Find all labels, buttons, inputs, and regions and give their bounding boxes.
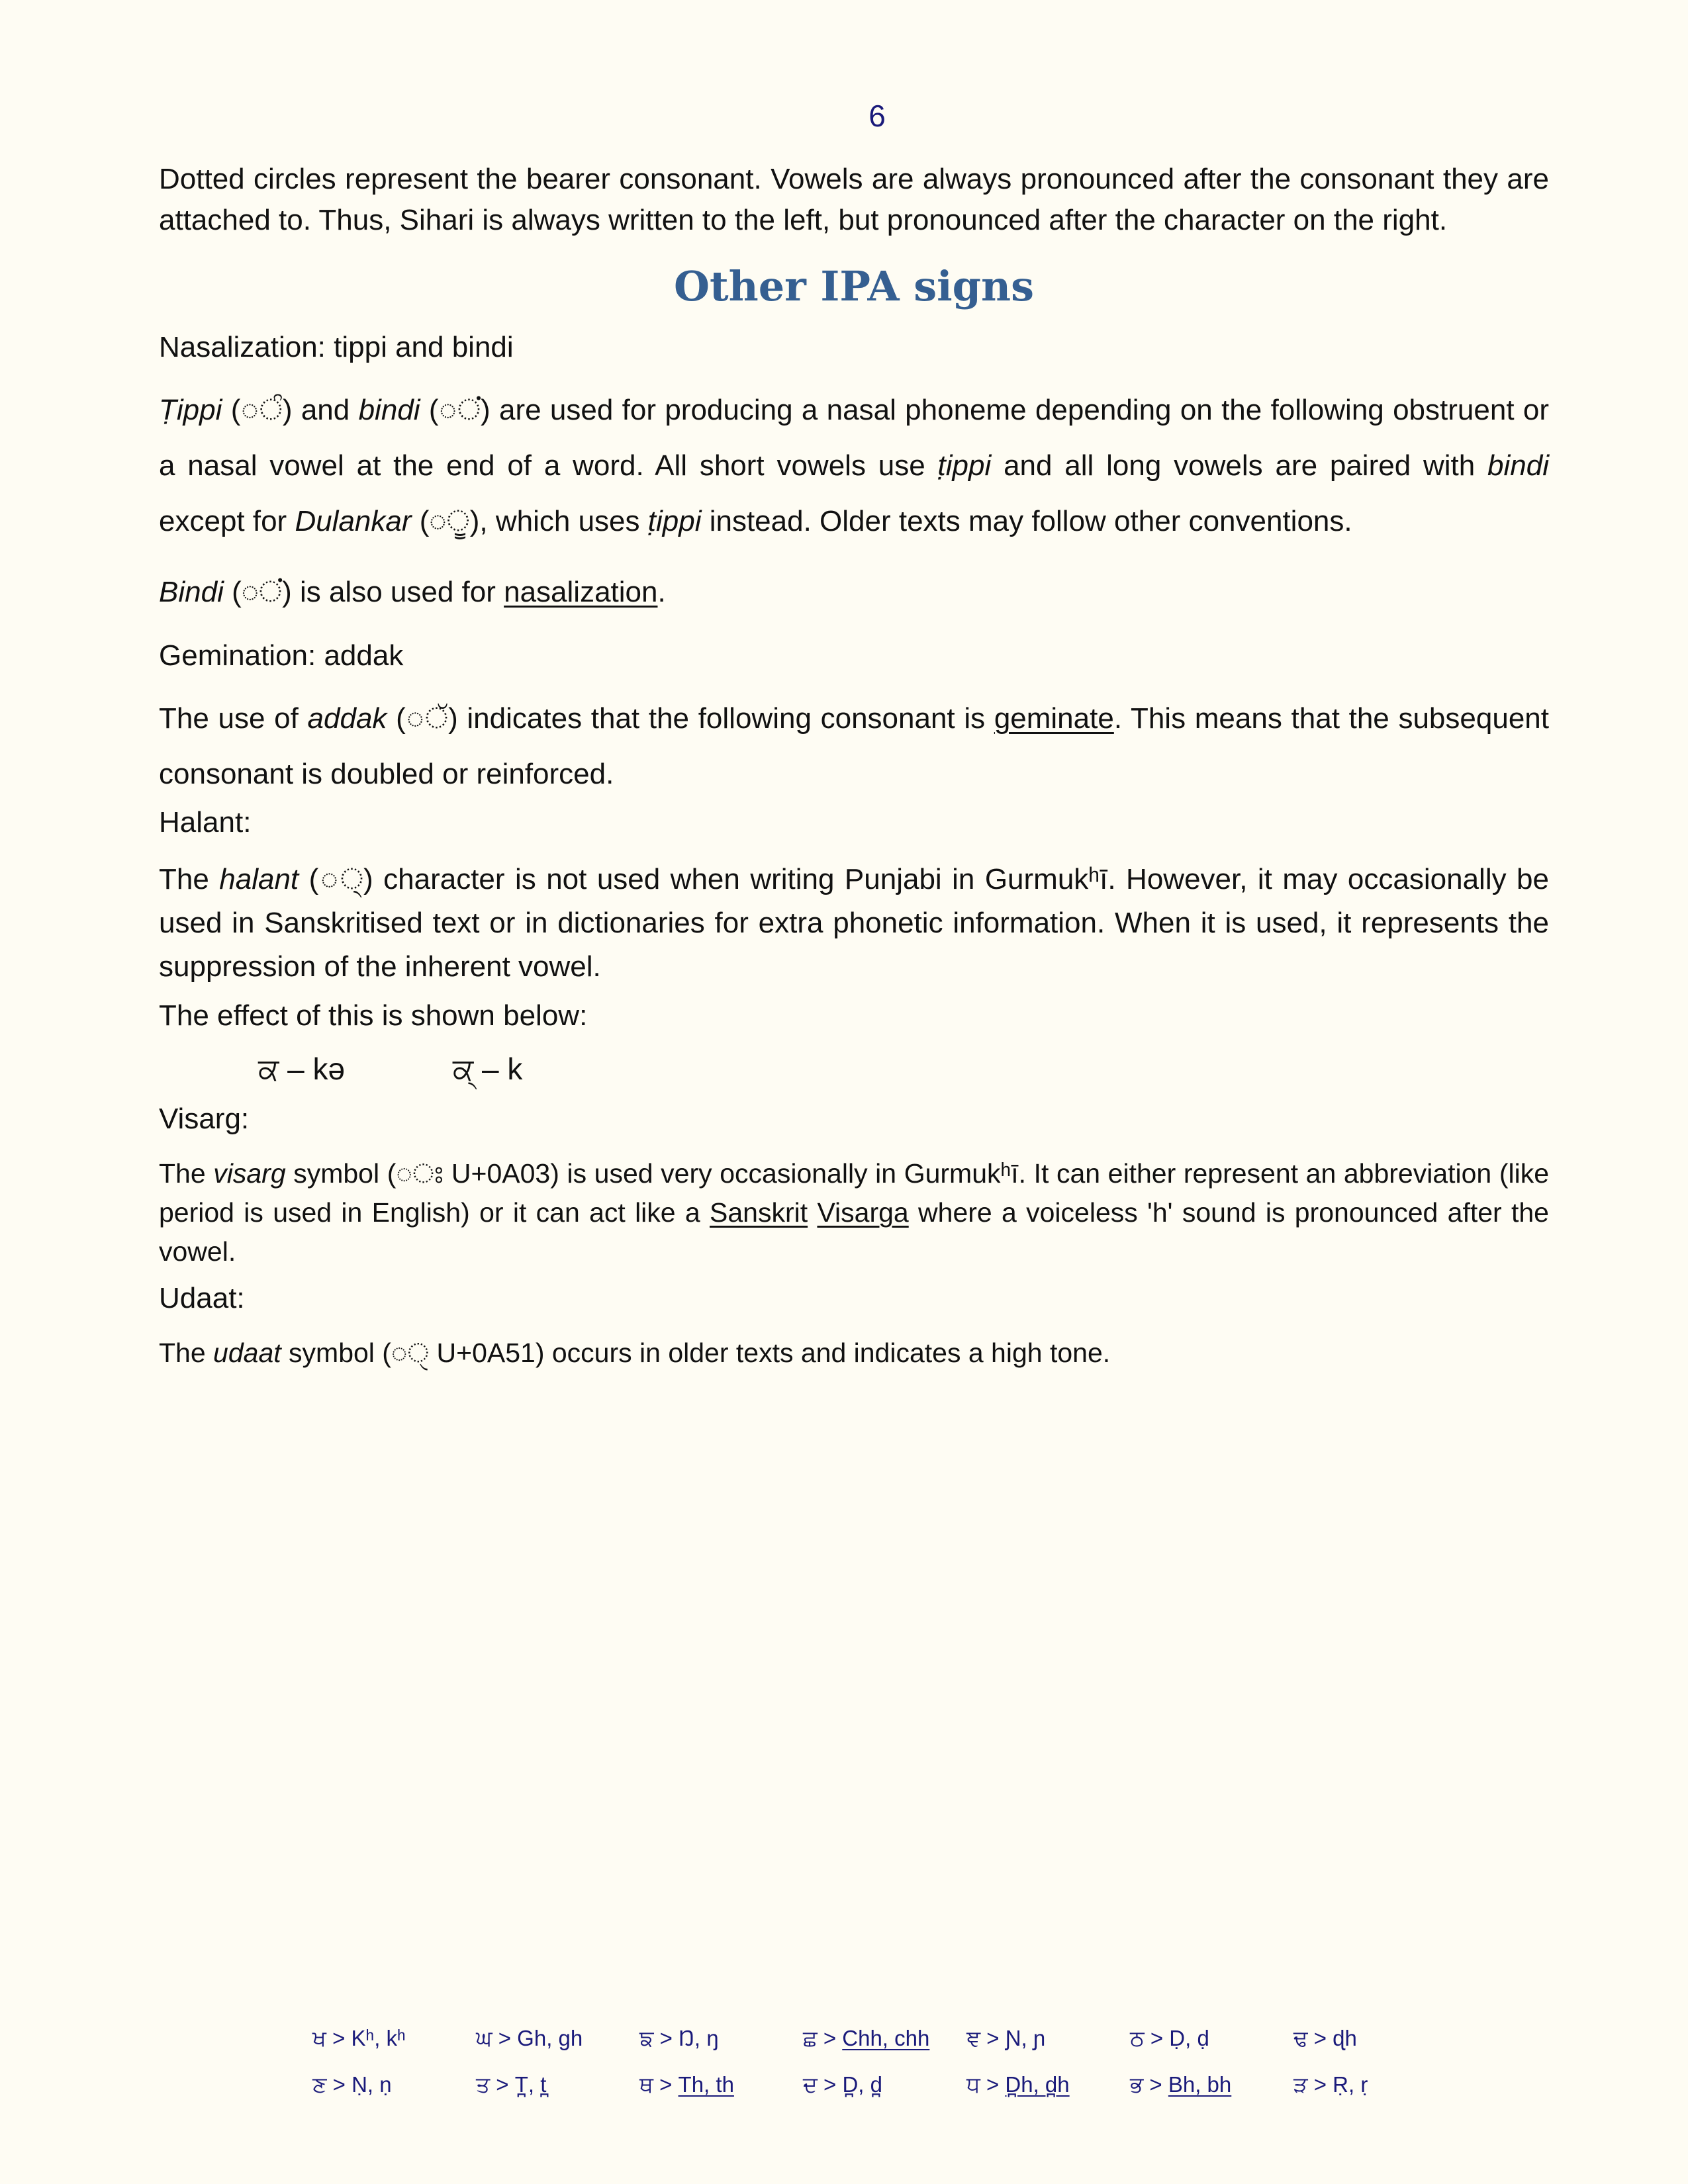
term-addak: addak — [307, 702, 387, 735]
term-visarg: visarg — [213, 1158, 286, 1189]
geminate-link[interactable]: geminate — [994, 702, 1114, 735]
term-tippi: ṭippi — [937, 449, 992, 482]
gurmukhi-letter: ਞ — [966, 2025, 981, 2050]
term-tippi: Ṭippi — [159, 394, 222, 426]
gurmukhi-letter: ਭ — [1130, 2071, 1144, 2097]
transliteration: Ɲ, ɲ — [1005, 2025, 1046, 2050]
text: symbol (◌ੑ U+0A51) occurs in older texts and indicates a high tone. — [281, 1338, 1111, 1368]
transliteration: Ṛ, ṛ — [1333, 2071, 1368, 2097]
text — [808, 1197, 817, 1228]
gemination-title: Gemination: addak — [159, 639, 404, 672]
gurmukhi-letter: ਧ — [966, 2071, 980, 2097]
transliteration-table — [312, 2015, 1457, 2108]
gurmukhi-letter: ਤ — [476, 2071, 491, 2097]
table-cell: ਠ > Ḍ, ḍ — [1130, 2025, 1209, 2050]
table-cell: ਘ > Gh, gh — [476, 2025, 583, 2050]
table-cell: ਤ > T̪, t̪ — [476, 2071, 547, 2097]
text: . — [657, 576, 666, 608]
term-bindi: bindi — [1487, 449, 1550, 482]
nasalization-title: Nasalization: tippi and bindi — [159, 331, 514, 363]
halant-effect-text: The effect of this is shown below: — [159, 999, 588, 1032]
term-tippi: ṭippi — [647, 505, 702, 537]
gurmukhi-letter: ਘ — [476, 2025, 492, 2050]
nasalization-link[interactable]: nasalization — [504, 576, 658, 608]
gurmukhi-letter: ਥ — [639, 2071, 653, 2097]
table-cell: ਞ > Ɲ, ɲ — [966, 2025, 1046, 2050]
table-cell: ੜ > Ṛ, ṛ — [1293, 2071, 1368, 2097]
text: instead. Older texts may follow other conventions. — [701, 505, 1352, 537]
table-cell: ਛ > Chh, chh — [803, 2025, 930, 2050]
term-bindi: Bindi — [159, 576, 224, 608]
sanskrit-link[interactable]: Sanskrit — [710, 1197, 808, 1228]
transliteration: Gh, gh — [517, 2025, 583, 2050]
example-with-halant: ਕ੍ – k — [452, 1052, 523, 1086]
table-cell: ਥ > Th, th — [639, 2071, 734, 2097]
udaat-paragraph — [159, 1334, 1549, 1373]
transliteration: Chh, chh — [842, 2025, 930, 2050]
gurmukhi-letter: ਦ — [803, 2071, 818, 2097]
table-cell: ਧ > D̪h, d̪h — [966, 2071, 1070, 2097]
text: (◌ੱ) indicates that the following consonant is — [387, 702, 994, 735]
gurmukhi-letter: ੜ — [1293, 2071, 1308, 2097]
example-with-vowel: ਕ – kə — [258, 1052, 346, 1086]
transliteration: Bh, bh — [1168, 2071, 1232, 2097]
transliteration: ɖh — [1333, 2025, 1357, 2050]
term-udaat: udaat — [213, 1338, 281, 1368]
halant-examples — [159, 1048, 1549, 1089]
transliteration: D̪, d̪ — [842, 2071, 882, 2097]
text: The — [159, 1158, 214, 1189]
text: where a voiceless 'h' sound is pronounced after the vowel. — [159, 1197, 1549, 1267]
transliteration: D̪h, d̪h — [1005, 2071, 1070, 2097]
table-cell: ਙ > Ŋ, ŋ — [639, 2025, 719, 2050]
text: (◌ਂ) is also used for — [223, 576, 504, 608]
visarg-title: Visarg: — [159, 1103, 250, 1135]
intro-paragraph: Dotted circles represent the bearer consonant. Vowels are always pronounced after the consonant they are attached to. Thus, Sihari is always written to the left, but pronounced after the character on the right. — [159, 163, 1549, 236]
text: and all long vowels are paired with — [991, 449, 1488, 482]
text: The — [159, 1338, 214, 1368]
table-cell: ਣ > Ṇ, ṇ — [312, 2071, 392, 2097]
visarga-link[interactable]: Visarga — [817, 1197, 909, 1228]
text: The — [159, 863, 220, 895]
gurmukhi-letter: ਣ — [312, 2071, 327, 2097]
text: except for — [159, 505, 295, 537]
transliteration: Th, th — [678, 2071, 734, 2097]
table-row — [312, 2062, 1457, 2108]
transliteration: Kʰ, kʰ — [351, 2025, 406, 2050]
term-dulankar: Dulankar — [295, 505, 412, 537]
table-row — [312, 2015, 1457, 2062]
halant-title: Halant: — [159, 806, 252, 839]
table-cell: ਦ > D̪, d̪ — [803, 2071, 882, 2097]
gurmukhi-letter: ਢ — [1293, 2025, 1308, 2050]
section-heading: Other IPA signs — [673, 262, 1034, 310]
page-content — [159, 159, 1549, 1373]
transliteration: Ŋ, ŋ — [679, 2025, 719, 2050]
gurmukhi-letter: ਖ — [312, 2025, 326, 2050]
udaat-title: Udaat: — [159, 1282, 245, 1314]
transliteration: Ḍ, ḍ — [1169, 2025, 1209, 2050]
gurmukhi-letter: ਠ — [1130, 2025, 1145, 2050]
table-cell: ਭ > Bh, bh — [1130, 2071, 1232, 2097]
gurmukhi-letter: ਛ — [803, 2025, 818, 2050]
page-number: 6 — [868, 99, 886, 133]
text: . This means that the subsequent consonant is doubled or reinforced. — [159, 702, 1549, 790]
text: (◌ੰ) and — [222, 394, 359, 426]
visarg-paragraph — [159, 1154, 1549, 1271]
text: (◌੍) character is not used when writing Punjabi in Gurmukʰī. However, it may occasionally be used in Sanskritised text or in dictionaries for extra phonetic information. When it is used, it represents the suppression of the inherent vowel. — [159, 863, 1549, 983]
term-bindi: bindi — [358, 394, 420, 426]
text: The use of — [159, 702, 308, 735]
nasalization-paragraph — [159, 383, 1549, 549]
bindi-paragraph — [159, 572, 1549, 613]
halant-paragraph — [159, 858, 1549, 989]
text: (◌ਂ) are used for producing a nasal phoneme depending on the following obstruent or a nasal vowel at the end of a word. All short vowels use — [159, 394, 1549, 482]
text: symbol (◌ਃ U+0A03) is used very occasionally in Gurmukʰī. It can either represent an abbreviation (like period is used in English) or it can act like a — [159, 1158, 1549, 1228]
table-cell: ਢ > ɖh — [1293, 2025, 1357, 2050]
gemination-paragraph — [159, 691, 1549, 802]
term-halant: halant — [219, 863, 299, 895]
text: (◌ੂ), which uses — [411, 505, 648, 537]
table-cell: ਖ > Kʰ, kʰ — [312, 2025, 406, 2050]
gurmukhi-letter: ਙ — [639, 2025, 654, 2050]
transliteration: T̪, t̪ — [514, 2071, 547, 2097]
transliteration: Ṇ, ṇ — [352, 2071, 392, 2097]
